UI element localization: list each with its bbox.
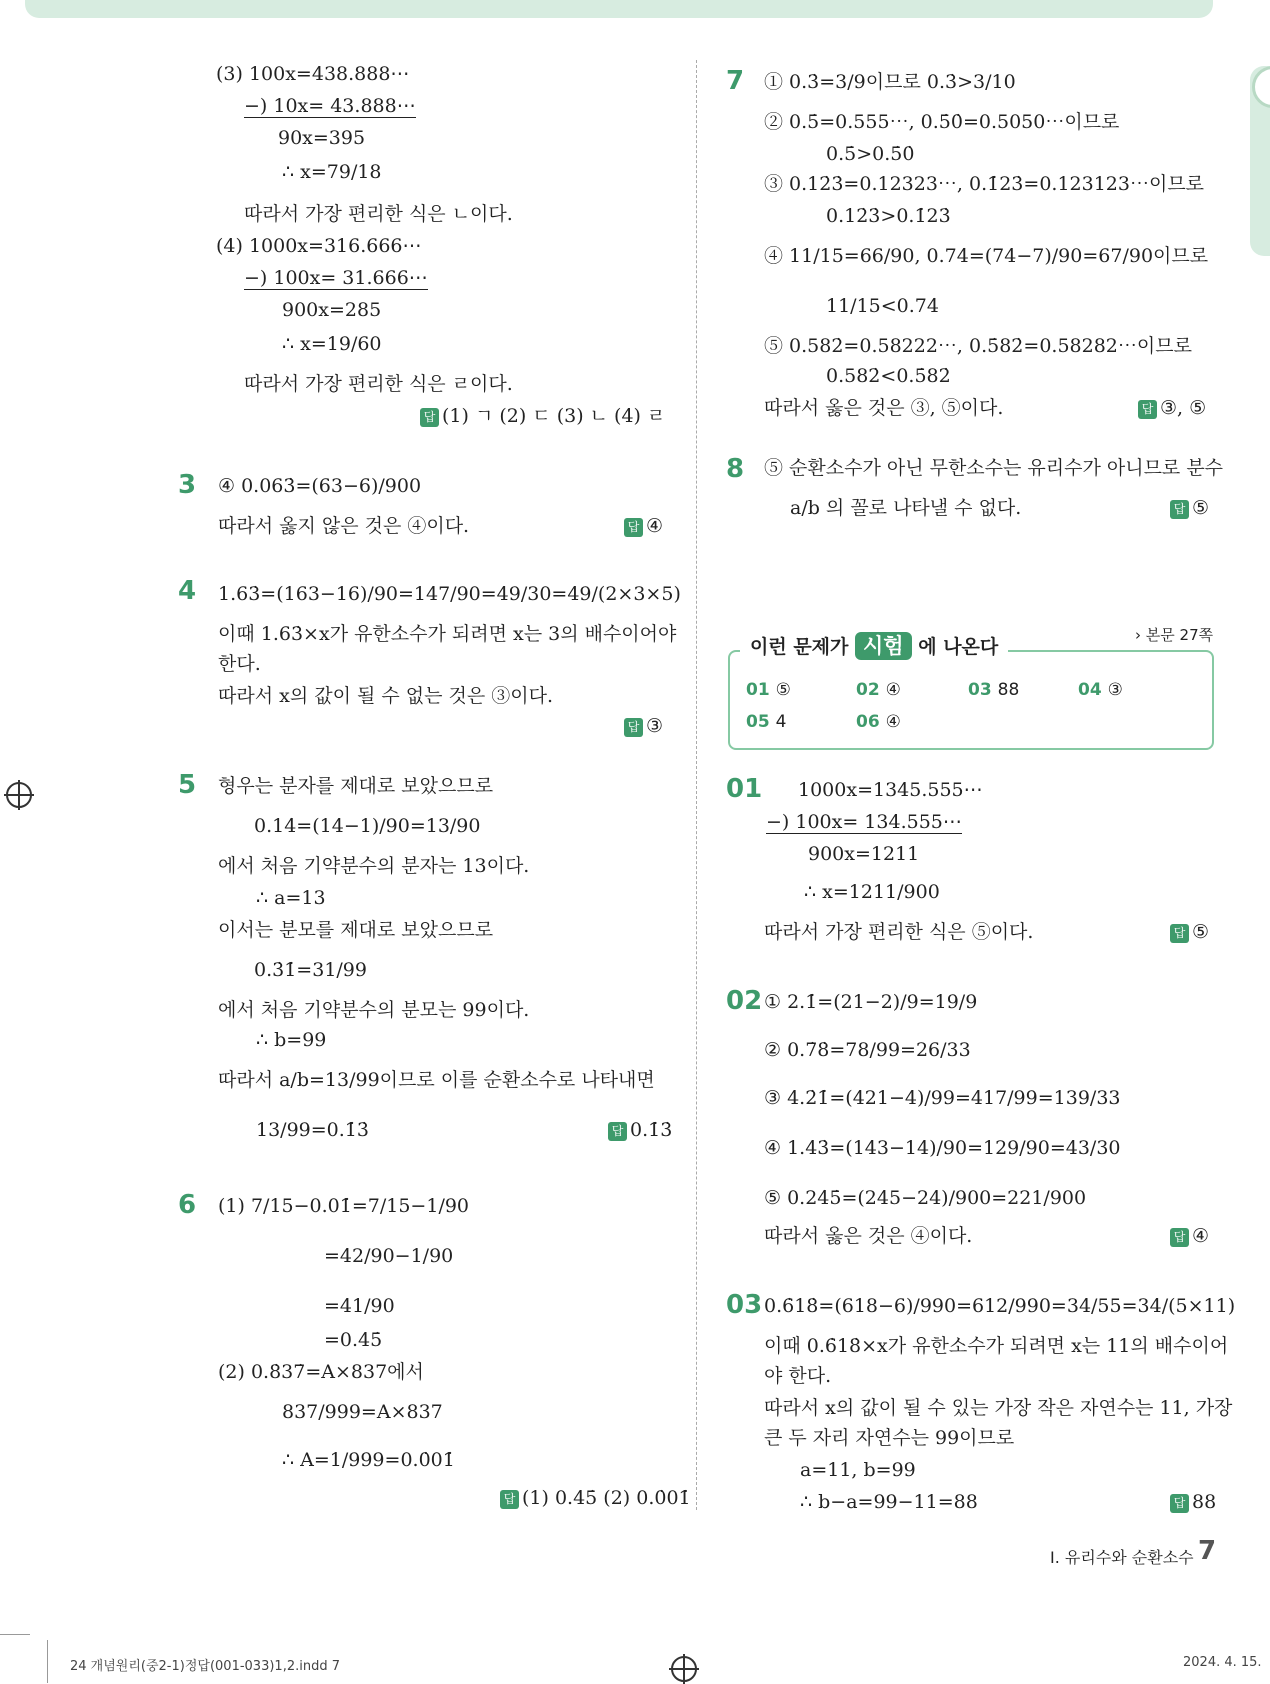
- p7-line: 0.12̇3̇>0.1̇23̇: [826, 205, 951, 227]
- p7-line: 0.582̇<0.5̇82̇: [826, 365, 951, 387]
- q03-line: a=11, b=99: [800, 1459, 916, 1481]
- answer-badge-icon: 답: [420, 408, 439, 427]
- p2-line: 따라서 가장 편리한 식은 ㄴ이다.: [244, 203, 513, 225]
- exam-preview-box: [728, 650, 1214, 750]
- p7-line: ④ 11/15=66/90, 0.74̇=(74−7)/90=67/90이므로: [764, 245, 1209, 267]
- answer-p8: 답 ⑤: [1170, 496, 1209, 520]
- p5-line: 에서 처음 기약분수의 분모는 99이다.: [218, 999, 530, 1021]
- p4-line: 1.63̇=(163−16)/90=147/90=49/30=49/(2×3×5): [218, 583, 681, 605]
- q03-line: 이때 0.6̇18̇×x가 유한소수가 되려면 x는 11의 배수이어: [764, 1335, 1229, 1357]
- registration-mark-icon: [6, 782, 32, 808]
- answer-badge-icon: 답: [1138, 400, 1157, 419]
- problem-number: 02: [726, 986, 763, 1016]
- problem-number: 8: [726, 454, 745, 484]
- p2-line: (3) 100x=438.888⋯: [216, 63, 410, 85]
- exam-item: 02 ④: [856, 680, 901, 700]
- answer-badge-icon: 답: [624, 518, 643, 537]
- p4-line: 따라서 x의 값이 될 수 없는 것은 ③이다.: [218, 685, 553, 707]
- p7-line: ③ 0.12̇3̇=0.12323⋯, 0.1̇23̇=0.123123⋯이므로: [764, 173, 1205, 195]
- q02-line: ① 2.1̇=(21−2)/9=19/9: [764, 991, 978, 1013]
- p6-line: =0.45̇: [324, 1329, 383, 1351]
- q02-line: 따라서 옳은 것은 ④이다.: [764, 1225, 973, 1247]
- answer-p7: 답 ③, ⑤: [1138, 396, 1206, 420]
- print-date: 2024. 4. 15.: [1183, 1655, 1262, 1670]
- p2-line: ∴ x=79/18: [282, 161, 382, 183]
- p2-line: −) 100x= 31.666⋯: [244, 267, 428, 289]
- q01-line: ∴ x=1211/900: [804, 881, 940, 903]
- p2-line: 따라서 가장 편리한 식은 ㄹ이다.: [244, 373, 513, 395]
- p2-line: −) 10x= 43.888⋯: [244, 95, 416, 117]
- registration-mark-icon: [671, 1656, 697, 1682]
- p2-line: (4) 1000x=316.666⋯: [216, 235, 422, 257]
- answer-p6: 답 (1) 0.45̇ (2) 0.0̇01̇: [500, 1486, 691, 1510]
- p3-line: 따라서 옳지 않은 것은 ④이다.: [218, 515, 470, 537]
- answer-q03: 답 88: [1170, 1490, 1216, 1514]
- p5-line: 13/99=0.1̇3̇: [256, 1119, 369, 1141]
- p7-line: 11/15<0.74̇: [826, 295, 939, 317]
- crop-mark: [0, 1634, 30, 1635]
- p5-line: 0.3̇1̇=31/99: [254, 959, 367, 981]
- answer-p5: 답 0.1̇3̇: [608, 1118, 672, 1142]
- answer-p2: 답 (1) ㄱ (2) ㄷ (3) ㄴ (4) ㄹ: [420, 404, 665, 428]
- problem-number: 6: [178, 1190, 197, 1220]
- problem-number: 3: [178, 470, 197, 500]
- exam-item: 01 ⑤: [746, 680, 791, 700]
- problem-number: 01: [726, 774, 763, 804]
- p7-line: ⑤ 0.582̇=0.58222⋯, 0.5̇82̇=0.58282⋯이므로: [764, 335, 1192, 357]
- q03-line: ∴ b−a=99−11=88: [800, 1491, 978, 1513]
- p8-line: a/b 의 꼴로 나타낼 수 없다.: [790, 497, 1022, 519]
- p6-line: =42/90−1/90: [324, 1245, 454, 1267]
- answer-badge-icon: 답: [1170, 1228, 1189, 1247]
- p7-line: ① 0.3̇=3/9이므로 0.3̇>3/10: [764, 71, 1016, 93]
- p2-line: 90x=395: [278, 127, 366, 149]
- p3-line: ④ 0.063̇=(63−6)/900: [218, 475, 422, 497]
- answer-p3: 답 ④: [624, 514, 663, 538]
- answer-badge-icon: 답: [1170, 924, 1189, 943]
- exam-preview-title: 이런 문제가 시험 에 나온다: [740, 628, 1008, 664]
- chapter-footer: Ⅰ. 유리수와 순환소수: [1050, 1548, 1194, 1567]
- crop-mark: [47, 1640, 48, 1683]
- p5-line: ∴ b=99: [256, 1029, 327, 1051]
- p4-line: 한다.: [218, 653, 261, 675]
- problem-number: 03: [726, 1290, 763, 1320]
- answer-badge-icon: 답: [624, 718, 643, 737]
- answer-q02: 답 ④: [1170, 1224, 1209, 1248]
- answer-badge-icon: 답: [608, 1122, 627, 1141]
- p7-line: 0.5̇>0.5̇0̇: [826, 143, 915, 165]
- q02-line: ④ 1.43̇=(143−14)/90=129/90=43/30: [764, 1137, 1121, 1159]
- exam-item: 05 4: [746, 712, 787, 732]
- exam-page-ref: › 본문 27쪽: [1135, 626, 1214, 644]
- p5-line: 에서 처음 기약분수의 분자는 13이다.: [218, 855, 530, 877]
- p7-line: 따라서 옳은 것은 ③, ⑤이다.: [764, 397, 1004, 419]
- p7-line: ② 0.5̇=0.555⋯, 0.5̇0̇=0.5050⋯이므로: [764, 111, 1120, 133]
- answer-q01: 답 ⑤: [1170, 920, 1209, 944]
- q03-line: 큰 두 자리 자연수는 99이므로: [764, 1427, 1015, 1449]
- problem-number: 4: [178, 576, 197, 606]
- q01-line: 900x=1211: [808, 843, 920, 865]
- q02-line: ③ 4.2̇1̇=(421−4)/99=417/99=139/33: [764, 1087, 1121, 1109]
- column-divider: [696, 60, 697, 1510]
- answer-p4: 답 ③: [624, 714, 663, 738]
- q02-line: ② 0.7̇8̇=78/99=26/33: [764, 1039, 971, 1061]
- p5-line: 따라서 a/b=13/99이므로 이를 순환소수로 나타내면: [218, 1069, 655, 1091]
- q03-line: 따라서 x의 값이 될 수 있는 가장 작은 자연수는 11, 가장: [764, 1397, 1233, 1419]
- q02-line: ⑤ 0.24̇5̇=(245−24)/900=221/900: [764, 1187, 1087, 1209]
- p6-line: =41/90: [324, 1295, 395, 1317]
- print-file-info: 24 개념원리(중2-1)정답(001-033)1,2.indd 7: [70, 1659, 340, 1674]
- page-number: 7: [1198, 1536, 1217, 1566]
- answer-badge-icon: 답: [500, 1490, 519, 1509]
- p5-line: ∴ a=13: [256, 887, 326, 909]
- p6-line: (1) 7/15−0.01̇=7/15−1/90: [218, 1195, 470, 1217]
- q01-line: −) 100x= 134.555⋯: [766, 811, 962, 833]
- p2-line: 900x=285: [282, 299, 382, 321]
- p8-line: ⑤ 순환소수가 아닌 무한소수는 유리수가 아니므로 분수: [764, 457, 1224, 479]
- p2-line: ∴ x=19/60: [282, 333, 382, 355]
- p5-line: 0.14̇=(14−1)/90=13/90: [254, 815, 481, 837]
- answer-badge-icon: 답: [1170, 1494, 1189, 1513]
- p4-line: 이때 1.63̇×x가 유한소수가 되려면 x는 3의 배수이어야: [218, 623, 677, 645]
- q03-line: 0.6̇18̇=(618−6)/990=612/990=34/55=34/(5×11): [764, 1295, 1236, 1317]
- p5-line: 형우는 분자를 제대로 보았으므로: [218, 775, 494, 797]
- p6-line: ∴ A=1/999=0.0̇01̇: [282, 1449, 455, 1471]
- answer-badge-icon: 답: [1170, 500, 1189, 519]
- p6-line: (2) 0.8̇37̇=A×837에서: [218, 1361, 424, 1383]
- problem-number: 7: [726, 66, 745, 96]
- q03-line: 야 한다.: [764, 1365, 832, 1387]
- p5-line: 이서는 분모를 제대로 보았으므로: [218, 919, 494, 941]
- q01-line: 따라서 가장 편리한 식은 ⑤이다.: [764, 921, 1034, 943]
- exam-item: 03 88: [968, 680, 1020, 700]
- exam-item: 04 ③: [1078, 680, 1123, 700]
- q01-line: 1000x=1345.555⋯: [798, 779, 983, 801]
- top-band: [25, 0, 1213, 18]
- problem-number: 5: [178, 770, 197, 800]
- p6-line: 837/999=A×837: [282, 1401, 443, 1423]
- exam-item: 06 ④: [856, 712, 901, 732]
